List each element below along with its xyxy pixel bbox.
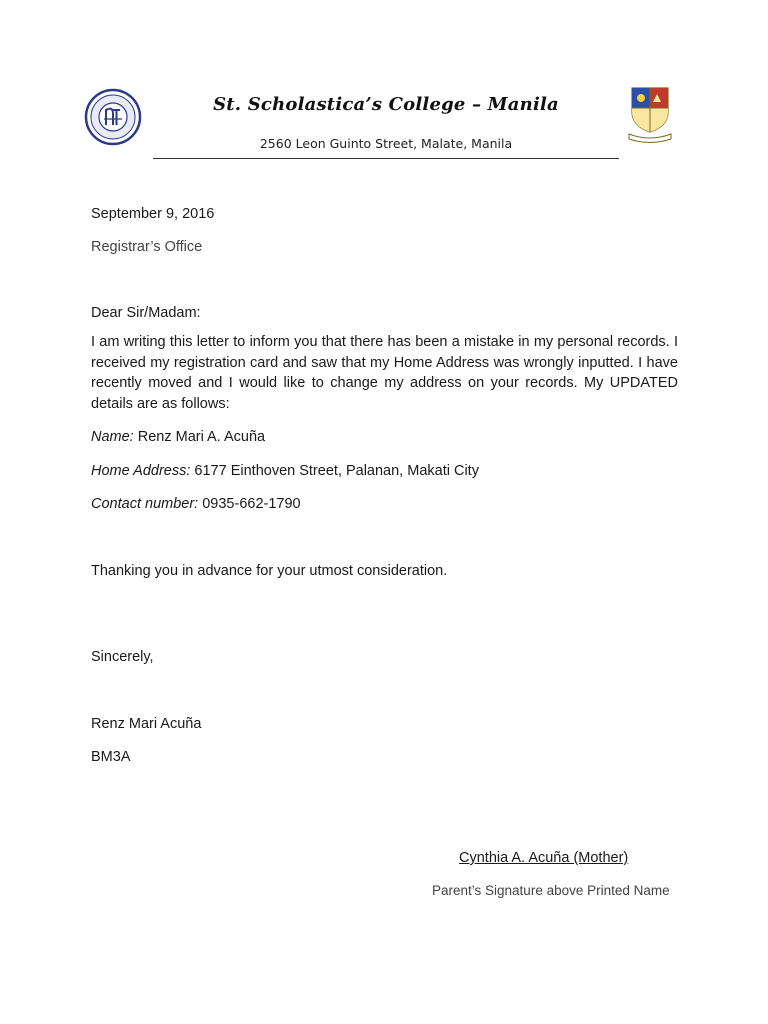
letter-recipient: Registrar’s Office (91, 239, 203, 255)
detail-address-label: Home Address: (91, 463, 191, 479)
school-address: 2560 Leon Guinto Street, Malate, Manila (259, 136, 513, 151)
detail-address-value: 6177 Einthoven Street, Palanan, Makati City (190, 463, 479, 479)
letter-date: September 9, 2016 (91, 206, 215, 222)
letter-body-paragraph: I am writing this letter to inform you that there has been a mistake in my personal records. I received my registration card and saw that my Home Address was wrongly inputted. I have recently moved and I would like to change my address on your records. My UPDATED details are as follows: (91, 334, 678, 412)
sender-section: BM3A (91, 749, 131, 765)
detail-name-label: Name: (91, 429, 134, 445)
letter-thanks: Thanking you in advance for your utmost consideration. (91, 563, 448, 579)
detail-contact-label: Contact number: (91, 496, 199, 512)
parent-signature-name: Cynthia A. Acuña (Mother) (459, 850, 629, 866)
sender-name: Renz Mari Acuña (91, 716, 202, 732)
coat-of-arms-icon (627, 82, 673, 144)
detail-contact-value: 0935-662-1790 (198, 496, 301, 512)
detail-address (91, 461, 479, 481)
letter-closing: Sincerely, (91, 649, 154, 665)
detail-name (91, 427, 265, 447)
detail-name-value: Renz Mari A. Acuña (133, 429, 266, 445)
letterhead-divider (153, 158, 619, 159)
parent-signature-caption: Parent’s Signature above Printed Name (432, 883, 670, 898)
detail-contact (91, 494, 301, 514)
school-seal-icon (84, 88, 142, 146)
letter-salutation: Dear Sir/Madam: (91, 305, 201, 321)
school-name: St. Scholastica’s College – Manila (213, 94, 559, 115)
